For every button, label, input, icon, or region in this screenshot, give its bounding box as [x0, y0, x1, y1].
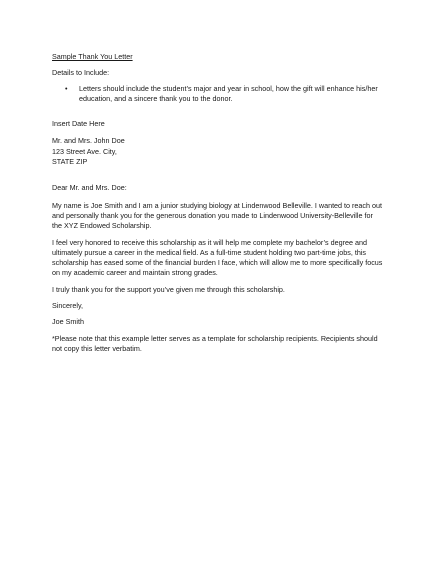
footnote-line: *Please note that this example letter serves as a template for scholarship recipients. Recipients should — [52, 333, 378, 343]
footnote-line: not copy this letter verbatim. — [52, 343, 142, 353]
list-item-line: education, and a sincere thank you to the donor. — [79, 93, 233, 103]
signature: Joe Smith — [52, 317, 84, 327]
paragraph-line: the XYZ Endowed Scholarship. — [52, 221, 152, 231]
list-item-line: Letters should include the student’s major and year in school, how the gift will enhance his/her — [79, 83, 378, 93]
paragraph-line: scholarship has eased some of the financial burden I face, which will allow me to more specifically focus — [52, 258, 383, 268]
paragraph-line: on my academic career and maintain strong grades. — [52, 268, 218, 278]
document-title: Sample Thank You Letter — [52, 52, 133, 61]
body-paragraph — [52, 238, 400, 279]
insert-date: Insert Date Here — [52, 119, 105, 129]
body-paragraph — [52, 285, 400, 295]
paragraph-line: ultimately pursue a career in the medical field. As a full-time student holding two part-time jobs, this — [52, 247, 367, 257]
address-street: 123 Street Ave. City, — [52, 146, 117, 156]
recipient-address — [52, 136, 400, 167]
body-paragraph — [52, 201, 400, 232]
bullet-icon: • — [65, 83, 68, 93]
paragraph-line: I feel very honored to receive this scholarship as it will help me complete my bachelor’s degree and — [52, 237, 367, 247]
paragraph-line: My name is Joe Smith and I am a junior studying biology at Lindenwood Belleville. I wanted to reach out — [52, 200, 383, 210]
closing: Sincerely, — [52, 301, 84, 311]
salutation: Dear Mr. and Mrs. Doe: — [52, 183, 127, 193]
address-state-zip: STATE ZIP — [52, 157, 88, 167]
list-item — [65, 84, 400, 105]
footnote — [52, 334, 400, 355]
paragraph-line: and personally thank you for the generous donation you made to Lindenwood University-Belleville for — [52, 210, 373, 220]
paragraph-line: I truly thank you for the support you’ve given me through this scholarship. — [52, 284, 285, 294]
address-name: Mr. and Mrs. John Doe — [52, 136, 125, 146]
details-list — [52, 84, 400, 105]
details-heading: Details to Include: — [52, 68, 110, 78]
